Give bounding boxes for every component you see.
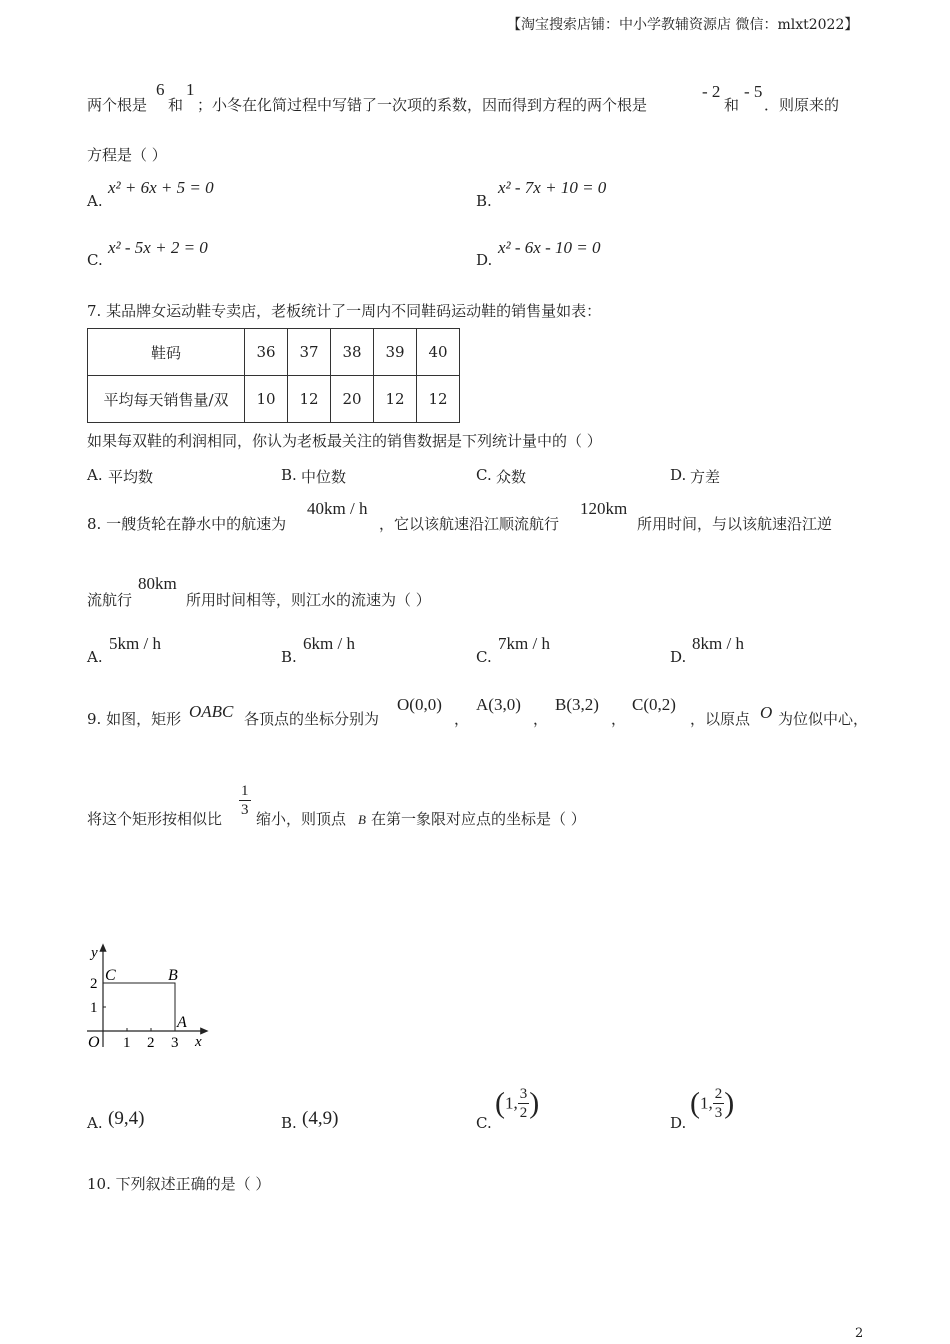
q7-option-label: D. <box>670 466 687 484</box>
q9-option-label: A. <box>87 1114 103 1132</box>
q7-option-label: A. <box>87 466 103 484</box>
y-tick-label: 1 <box>90 1000 98 1016</box>
table-cell: 37 <box>288 329 331 376</box>
q6-option-label: C. <box>87 251 103 269</box>
shop-header: 【淘宝搜索店铺：中小学教辅资源店 微信：mlxt2022】 <box>507 17 859 33</box>
table-cell: 39 <box>374 329 417 376</box>
q6-root: 1 <box>186 80 195 99</box>
q6-option-label: B. <box>476 192 492 210</box>
q9-point: A(3,0) <box>476 695 521 714</box>
table-cell: 20 <box>331 376 374 423</box>
q7-option-label: C. <box>476 466 492 484</box>
q7-stem: 7. 某品牌女运动鞋专卖店，老板统计了一周内不同鞋码运动鞋的销售量如表： <box>87 302 602 320</box>
table-row-header: 鞋码 <box>88 329 245 376</box>
q6-option-label: A. <box>87 192 103 210</box>
q9-origin: O <box>760 703 773 722</box>
q7-option-text: 方差 <box>690 468 721 486</box>
table-row-header: 平均每天销售量/双 <box>88 376 245 423</box>
table-cell: 12 <box>417 376 460 423</box>
x-tick-label: 2 <box>147 1035 155 1051</box>
q8-option-text: 7km / h <box>498 634 550 653</box>
table-cell: 36 <box>245 329 288 376</box>
shoe-sales-table <box>87 328 460 423</box>
q9-ratio: $\frac{1}{3}$ <box>241 783 249 818</box>
rectangle-oabc <box>103 983 175 1031</box>
q9-point: O(0,0) <box>397 695 442 714</box>
table-cell: 12 <box>288 376 331 423</box>
q8-option-label: B. <box>281 648 297 666</box>
point-c-label: C <box>105 967 116 984</box>
q6-text: ．则原来的 <box>764 96 840 114</box>
q7-question: 如果每双鞋的利润相同，你认为老板最关注的销售数据是下列统计量中的（ ） <box>87 432 602 450</box>
origin-label: O <box>88 1034 100 1051</box>
x-tick-label: 1 <box>123 1035 131 1051</box>
q9-option-text: (4,9) <box>302 1108 339 1129</box>
q8-text: ，它以该航速沿江顺流航行 <box>379 515 560 533</box>
q9-option-c: (1, $\frac{3}{2}$ ) <box>495 1086 540 1121</box>
q6-option-label: D. <box>476 251 493 269</box>
x-axis-label: x <box>195 1034 202 1050</box>
q9-text: 缩小，则顶点 <box>256 810 347 828</box>
q6-root: - 5 <box>744 82 763 101</box>
q8-speed: 40km / h <box>307 499 368 518</box>
q9-text: ， <box>454 710 470 728</box>
q6-option-expr: x² - 6x - 10 = 0 <box>498 238 601 257</box>
q9-option-label: D. <box>670 1114 687 1132</box>
question-10: 10. 下列叙述正确的是（ ） <box>87 1175 271 1193</box>
q9-text: ， <box>533 710 549 728</box>
q9-text: ， <box>611 710 627 728</box>
q8-text: 所用时间，与以该航速沿江逆 <box>637 515 833 533</box>
q9-option-label: B. <box>281 1114 297 1132</box>
page-number: 2 <box>855 1326 864 1341</box>
q9-option-text: (9,4) <box>108 1108 145 1129</box>
q7-option-text: 众数 <box>496 468 527 486</box>
q9-point: C(0,2) <box>632 695 676 714</box>
q9-option-d: (1, $\frac{2}{3}$ ) <box>690 1086 735 1121</box>
q6-root: 6 <box>156 80 165 99</box>
point-a-label: A <box>177 1014 187 1031</box>
q8-option-text: 5km / h <box>109 634 161 653</box>
q6-text: 和 <box>724 96 740 114</box>
q7-option-label: B. <box>281 466 297 484</box>
q8-text: 所用时间相等，则江水的流速为（ ） <box>186 591 431 609</box>
q9-rect-name: OABC <box>189 702 234 721</box>
q9-text: 各顶点的坐标分别为 <box>244 710 380 728</box>
q6-option-expr: x² - 5x + 2 = 0 <box>108 238 208 257</box>
q6-text: 方程是（ ） <box>87 146 167 164</box>
q6-text: ；小冬在化简过程中写错了一次项的系数，因而得到方程的两个根是 <box>197 96 648 114</box>
q8-distance: 80km <box>138 574 177 593</box>
q8-option-text: 8km / h <box>692 634 744 653</box>
q9-text: 为位似中心， <box>778 710 869 728</box>
table-cell: 10 <box>245 376 288 423</box>
q6-text: 和 <box>168 96 184 114</box>
table-cell: 38 <box>331 329 374 376</box>
table-cell: 40 <box>417 329 460 376</box>
q8-distance: 120km <box>580 499 628 518</box>
table-cell: 12 <box>374 376 417 423</box>
y-axis-label: y <box>91 945 98 961</box>
q9-vertex: B <box>358 812 366 827</box>
q6-root: - 2 <box>702 82 721 101</box>
q8-option-text: 6km / h <box>303 634 355 653</box>
q9-option-label: C. <box>476 1114 492 1132</box>
q9-text: ，以原点 <box>690 710 751 728</box>
q9-text: 9. 如图，矩形 <box>87 710 182 728</box>
q8-option-label: D. <box>670 648 687 666</box>
y-tick-label: 2 <box>90 976 98 992</box>
q7-option-text: 中位数 <box>301 468 347 486</box>
q8-option-label: C. <box>476 648 492 666</box>
q7-option-text: 平均数 <box>108 468 154 486</box>
q6-option-expr: x² + 6x + 5 = 0 <box>108 178 214 197</box>
q8-text: 流航行 <box>87 591 133 609</box>
x-tick-label: 3 <box>171 1035 179 1051</box>
q9-text: 在第一象限对应点的坐标是（ ） <box>371 810 586 828</box>
q9-point: B(3,2) <box>555 695 599 714</box>
q9-text: 将这个矩形按相似比 <box>87 810 223 828</box>
q8-text: 8. 一艘货轮在静水中的航速为 <box>87 515 287 533</box>
q8-option-label: A. <box>87 648 103 666</box>
coordinate-figure <box>85 943 215 1053</box>
q6-option-expr: x² - 7x + 10 = 0 <box>498 178 607 197</box>
point-b-label: B <box>168 967 178 984</box>
q6-text: 两个根是 <box>87 96 148 114</box>
